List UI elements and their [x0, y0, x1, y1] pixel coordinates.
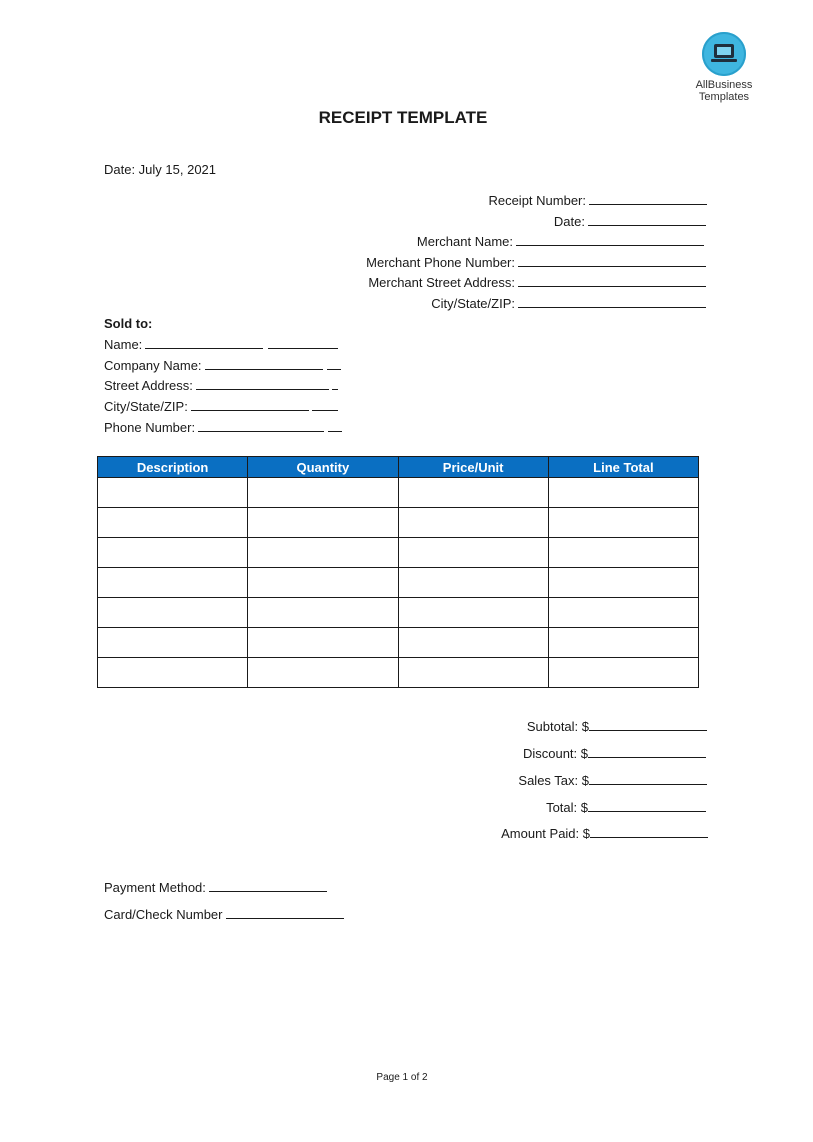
- card-check-line[interactable]: [226, 906, 344, 919]
- merchant-phone-label: Merchant Phone Number:: [366, 255, 515, 270]
- table-row: [98, 658, 699, 688]
- merchant-street-field[interactable]: [368, 274, 706, 291]
- amount-paid-label: Amount Paid: $: [501, 826, 590, 841]
- cell-line-total[interactable]: [548, 508, 698, 538]
- merchant-name-field[interactable]: [417, 233, 704, 250]
- merchant-name-label: Merchant Name:: [416, 234, 513, 249]
- sold-to-city-label: City/State/ZIP:: [104, 399, 188, 414]
- cell-description[interactable]: [98, 538, 248, 568]
- table-row: [98, 598, 699, 628]
- merchant-street-line[interactable]: [518, 274, 706, 287]
- page-footer: Page 1 of 2: [376, 1072, 428, 1083]
- cell-description[interactable]: [98, 478, 248, 508]
- merchant-city-field[interactable]: [431, 295, 706, 312]
- merchant-date-field[interactable]: [554, 213, 706, 230]
- logo-line-2: Templates: [698, 91, 750, 103]
- company-name-label: Company Name:: [104, 358, 202, 373]
- sales-tax-line[interactable]: [589, 772, 707, 785]
- cell-quantity[interactable]: [248, 598, 398, 628]
- discount-label: Discount: $: [522, 746, 588, 761]
- merchant-city-label: City/State/ZIP:: [431, 296, 515, 311]
- merchant-name-line[interactable]: [516, 233, 704, 246]
- cell-quantity[interactable]: [248, 538, 398, 568]
- cell-line-total[interactable]: [548, 658, 698, 688]
- cell-line-total[interactable]: [548, 568, 698, 598]
- total-field[interactable]: [546, 799, 706, 816]
- total-line[interactable]: [588, 799, 706, 812]
- cell-line-total[interactable]: [548, 628, 698, 658]
- payment-method-line[interactable]: [209, 879, 327, 892]
- discount-line[interactable]: [588, 745, 706, 758]
- subtotal-field[interactable]: [527, 718, 707, 735]
- cell-quantity[interactable]: [248, 508, 398, 538]
- subtotal-label: Subtotal: $: [526, 719, 589, 734]
- street-address-line-2[interactable]: [332, 377, 338, 390]
- cell-quantity[interactable]: [248, 568, 398, 598]
- cell-price-unit[interactable]: [398, 508, 548, 538]
- amount-paid-line[interactable]: [590, 825, 708, 838]
- cell-price-unit[interactable]: [398, 538, 548, 568]
- phone-number-field[interactable]: [104, 419, 342, 436]
- cell-line-total[interactable]: [548, 478, 698, 508]
- sold-to-name-field[interactable]: [104, 336, 338, 353]
- sold-to-heading: Sold to:: [104, 316, 153, 331]
- receipt-number-field[interactable]: [488, 192, 707, 209]
- amount-paid-field[interactable]: [501, 825, 708, 842]
- line-items-table: [97, 456, 699, 688]
- header-description: Description: [98, 457, 248, 478]
- cell-description[interactable]: [98, 628, 248, 658]
- cell-price-unit[interactable]: [398, 628, 548, 658]
- table-row: [98, 478, 699, 508]
- table-row: [98, 538, 699, 568]
- logo-text: [690, 79, 758, 103]
- cell-line-total[interactable]: [548, 538, 698, 568]
- cell-description[interactable]: [98, 508, 248, 538]
- card-check-field[interactable]: [104, 906, 344, 923]
- street-address-field[interactable]: [104, 377, 338, 394]
- company-name-field[interactable]: [104, 357, 341, 374]
- cell-description[interactable]: [98, 658, 248, 688]
- sold-to-city-field[interactable]: [104, 398, 338, 415]
- cell-price-unit[interactable]: [398, 598, 548, 628]
- cell-price-unit[interactable]: [398, 478, 548, 508]
- merchant-date-line[interactable]: [588, 213, 706, 226]
- cell-line-total[interactable]: [548, 598, 698, 628]
- table-row: [98, 508, 699, 538]
- merchant-street-label: Merchant Street Address:: [368, 275, 515, 290]
- header-price-unit: Price/Unit: [398, 457, 548, 478]
- sales-tax-field[interactable]: [518, 772, 707, 789]
- header-quantity: Quantity: [248, 457, 398, 478]
- table-header-row: [98, 457, 699, 478]
- merchant-phone-line[interactable]: [518, 254, 706, 267]
- phone-number-line-2[interactable]: [328, 419, 342, 432]
- sales-tax-label: Sales Tax: $: [518, 773, 589, 788]
- logo-line-1: AllBusiness: [695, 79, 753, 91]
- sold-to-city-line[interactable]: [191, 398, 309, 411]
- street-address-line[interactable]: [196, 377, 329, 390]
- receipt-number-line[interactable]: [589, 192, 707, 205]
- sold-to-city-line-2[interactable]: [312, 398, 338, 411]
- payment-method-label: Payment Method:: [104, 880, 206, 895]
- subtotal-line[interactable]: [589, 718, 707, 731]
- merchant-phone-field[interactable]: [366, 254, 706, 271]
- company-name-line-2[interactable]: [327, 357, 341, 370]
- receipt-date: Date: July 15, 2021: [104, 162, 217, 177]
- table-row: [98, 628, 699, 658]
- merchant-city-line[interactable]: [518, 295, 706, 308]
- laptop-icon: [702, 32, 746, 76]
- cell-quantity[interactable]: [248, 478, 398, 508]
- page-title: RECEIPT TEMPLATE: [318, 108, 488, 127]
- discount-field[interactable]: [523, 745, 706, 762]
- cell-price-unit[interactable]: [398, 568, 548, 598]
- sold-to-name-line-2[interactable]: [268, 336, 338, 349]
- cell-description[interactable]: [98, 568, 248, 598]
- card-check-label: Card/Check Number: [104, 907, 223, 922]
- header-line-total: Line Total: [548, 457, 698, 478]
- receipt-number-label: Receipt Number:: [488, 193, 586, 208]
- phone-number-label: Phone Number:: [104, 420, 196, 435]
- company-name-line[interactable]: [205, 357, 323, 370]
- street-address-label: Street Address:: [104, 378, 193, 393]
- cell-description[interactable]: [98, 598, 248, 628]
- sold-to-name-label: Name:: [104, 337, 143, 352]
- cell-price-unit[interactable]: [398, 658, 548, 688]
- phone-number-line[interactable]: [198, 419, 324, 432]
- total-label: Total: $: [546, 800, 588, 815]
- cell-quantity[interactable]: [248, 658, 398, 688]
- allbusiness-logo: [690, 32, 758, 103]
- merchant-date-label: Date:: [553, 214, 585, 229]
- payment-method-field[interactable]: [104, 879, 327, 896]
- sold-to-name-line[interactable]: [145, 336, 263, 349]
- cell-quantity[interactable]: [248, 628, 398, 658]
- table-row: [98, 568, 699, 598]
- table-body: [98, 478, 699, 688]
